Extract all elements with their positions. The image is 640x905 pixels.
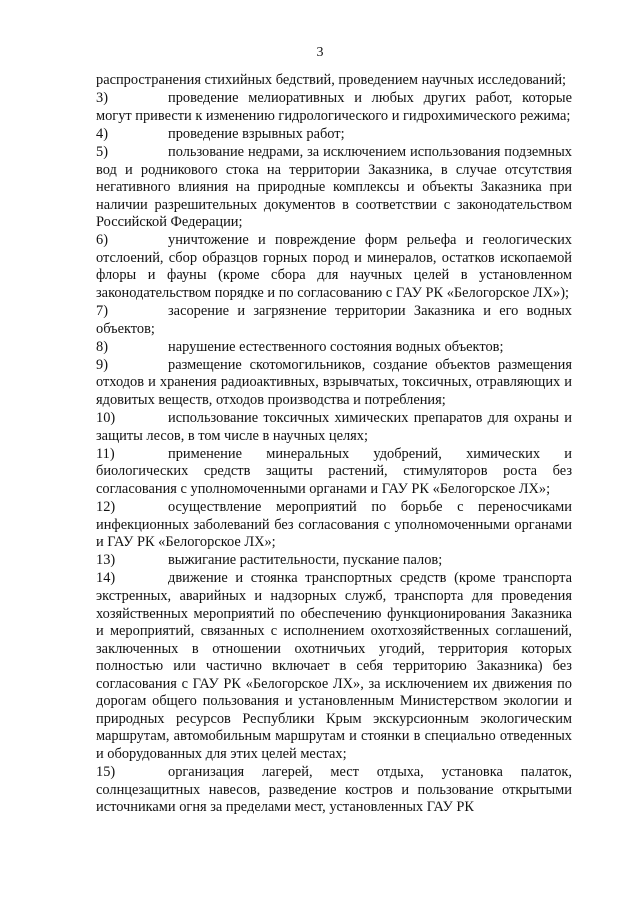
list-item-number: 10) [96,410,116,427]
list-item-text: движение и стоянка транспортных средств (кроме транспорта экстренных, аварийных и надзорных служб, транспорта для проведения хозяйственных мероприятий по обеспечению функционирования Заказника и мероприятий, связанных с исполнением охотхозяйственных соглашений, заключенных в отношении охотничьих угодий, территория которых полностью или частично включает в себя территорию Заказника) без согласования с ГАУ РК «Белогорское ЛХ», за исключением их движения по дорогам общего пользования и установленным Министерством экологии и природных ресурсов Республики Крым экскурсионным экологическим маршрутам, автомобильным маршрутам и стоянки в специально отведенных и оборудованных для этих целей местах; [96,570,572,762]
list-item-text: засорение и загрязнение территории Заказника и его водных объектов; [96,303,572,337]
list-item-11 [96,446,572,499]
list-item-3 [96,90,572,125]
list-item-number: 12) [96,499,116,516]
list-item-text: выжигание растительности, пускание палов; [168,552,443,569]
list-item-7 [96,303,572,338]
list-item-text: использование токсичных химических препаратов для охраны и защиты лесов, в том числе в научных целях; [96,410,572,444]
list-item-text: пользование недрами, за исключением использования подземных вод и родникового стока на территории Заказника, в случае отсутствия негативного влияния на природные комплексы и объекты Заказника при наличии разрешительных документов в соответствии с законодательством Российской Федерации; [96,143,572,231]
list-item-15 [96,764,572,817]
list-item-number: 13) [96,552,116,569]
list-item-10 [96,410,572,445]
list-item-text: организация лагерей, мест отдыха, установка палаток, солнцезащитных навесов, разведение костров и пользование открытыми источниками огня за пределами мест, установленных ГАУ РК [96,764,572,816]
list-item-5 [96,144,572,232]
list-item-number: 3) [96,90,108,107]
list-item-number: 5) [96,143,108,160]
list-item-text: уничтожение и повреждение форм рельефа и геологических отслоений, сбор образцов горных пород и минералов, остатков ископаемой флоры и фауны (кроме сбора для научных целей в установленном законодательством порядке и по согласованию с ГАУ РК «Белогорское ЛХ»); [96,232,572,301]
list-item-text: осуществление мероприятий по борьбе с переносчиками инфекционных заболеваний без согласования с уполномоченными органами и ГАУ РК «Белогорское ЛХ»; [96,499,572,551]
list-item-text: применение минеральных удобрений, химических и биологических средств защиты растений, стимуляторов роста без согласования с уполномоченными органами и ГАУ РК «Белогорское ЛХ»; [96,445,572,497]
list-item-number: 6) [96,232,108,249]
list-item-13 [96,552,572,570]
list-item-8 [96,339,572,357]
list-item-text: размещение скотомогильников, создание объектов размещения отходов и хранения радиоактивных, взрывчатых, токсичных, отравляющих и ядовитых веществ, отходов производства и потребления; [96,356,572,408]
list-item-text: проведение мелиоративных и любых других работ, которые могут привести к изменению гидрологического и гидрохимического режима; [96,90,572,124]
list-item-12 [96,499,572,552]
list-item-number: 4) [96,125,108,142]
list-item-6 [96,232,572,302]
list-item-text: нарушение естественного состояния водных объектов; [168,338,504,355]
list-item-number: 8) [96,338,108,355]
list-item-9 [96,357,572,410]
document-body [96,72,572,817]
list-item-number: 9) [96,356,108,373]
list-item-number: 7) [96,303,108,320]
list-item-number: 11) [96,445,115,462]
list-item-number: 15) [96,764,116,781]
list-item-4 [96,126,572,144]
paragraph-continuation [96,72,572,90]
paragraph-text: распространения стихийных бедствий, проведением научных исследований; [96,72,567,88]
list-item-14 [96,570,572,763]
list-item-number: 14) [96,570,116,587]
list-item-text: проведение взрывных работ; [168,125,345,142]
page-number: 3 [316,45,324,60]
